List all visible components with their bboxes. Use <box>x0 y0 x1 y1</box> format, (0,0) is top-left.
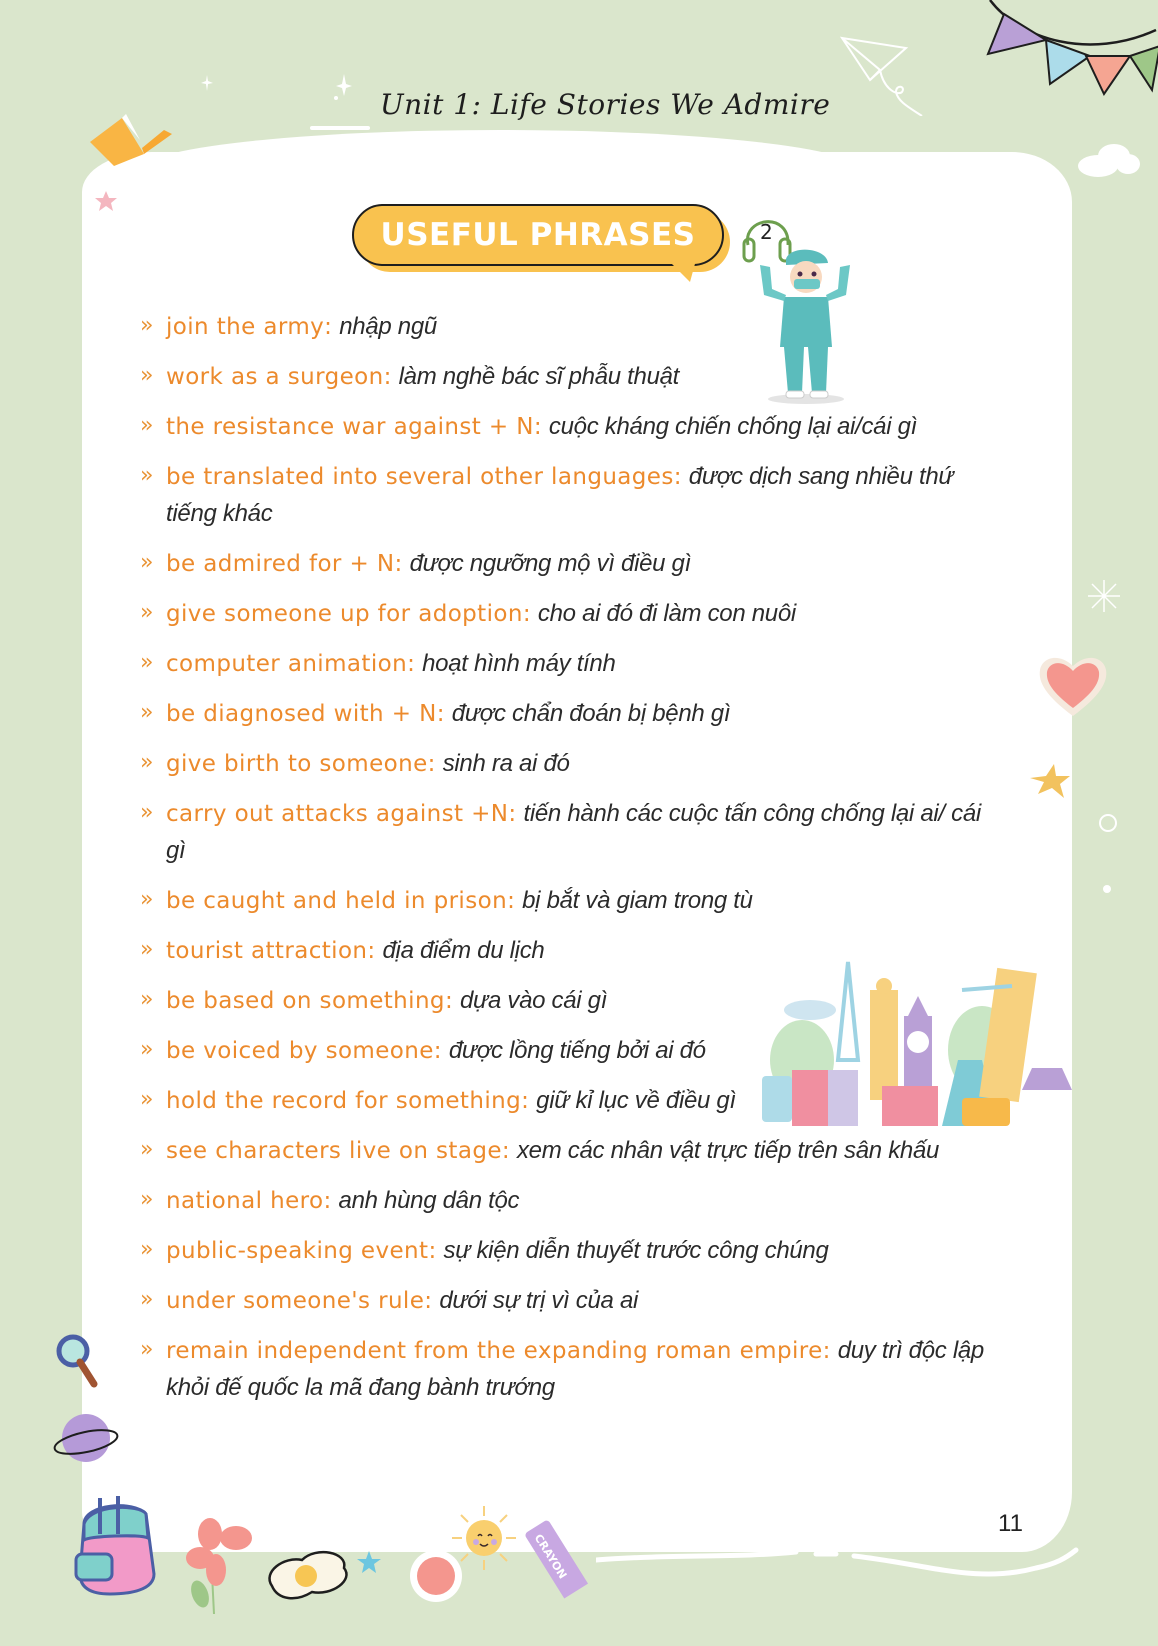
sparkle-icon <box>330 72 354 102</box>
bullet-icon: » <box>140 600 154 625</box>
phrase-term: national hero <box>166 1188 324 1214</box>
travel-landmarks-illustration <box>762 950 1078 1126</box>
phrase-item: » see characters live on stage: xem các nhân vật trực tiếp trên sân khấu <box>140 1132 1020 1182</box>
audio-track-number: 2 <box>760 220 773 244</box>
phrase-term: under someone's rule <box>166 1288 425 1314</box>
phrase-term: work as a surgeon <box>166 364 384 390</box>
phrase-meaning: cho ai đó đi làm con nuôi <box>537 600 796 627</box>
phrase-item: » be voiced by someone: được lồng tiếng bởi ai đó <box>140 1032 1020 1082</box>
unit-title: Unit 1: Life Stories We Admire <box>380 88 831 121</box>
phrase-term: be based on something <box>166 988 445 1014</box>
phrase-term: be caught and held in prison <box>166 888 508 914</box>
page-number: 11 <box>998 1510 1023 1537</box>
phrase-term: hold the record for something <box>166 1088 522 1114</box>
phrase-item: » the resistance war against + N: cuộc kháng chiến chống lại ai/cái gì <box>140 408 1020 458</box>
bullet-icon: » <box>140 413 154 438</box>
phrase-meaning: cuộc kháng chiến chống lại ai/cái gì <box>548 413 918 440</box>
phrase-meaning: được ngưỡng mộ vì điều gì <box>409 550 691 577</box>
phrase-item: » hold the record for something: giữ kỉ lục về điều gì <box>140 1082 1020 1132</box>
bullet-icon: » <box>140 1037 154 1062</box>
book-icon <box>86 112 176 168</box>
paper-plane-icon <box>840 36 950 116</box>
card-top-wave <box>140 130 860 170</box>
phrase-item: » carry out attacks against +N: tiến hành các cuộc tấn công chống lại ai/ cái gì <box>140 795 1000 882</box>
phrase-term: join the army <box>166 314 325 340</box>
bullet-icon: » <box>140 800 154 825</box>
phrase-meaning: anh hùng dân tộc <box>338 1187 520 1214</box>
section-title: USEFUL PHRASES <box>380 217 696 253</box>
phrase-meaning: xem các nhân vật trực tiếp trên sân khấu <box>516 1137 940 1164</box>
star-icon <box>1030 764 1072 798</box>
phrase-item: » be caught and held in prison: bị bắt và giam trong tù <box>140 882 1020 932</box>
bullet-icon: » <box>140 937 154 962</box>
useful-phrases-list <box>140 308 1020 1419</box>
phrase-item: » under someone's rule: dưới sự trị vì của ai <box>140 1282 1020 1332</box>
phrase-item: » be diagnosed with + N: được chẩn đoán bị bệnh gì <box>140 695 1020 745</box>
bullet-icon: » <box>140 987 154 1012</box>
bunting-flags-icon <box>980 0 1158 96</box>
phrase-meaning: hoạt hình máy tính <box>422 650 616 677</box>
circle-icon <box>1097 812 1119 834</box>
phrase-item: » national hero: anh hùng dân tộc <box>140 1182 1020 1232</box>
star-icon <box>94 190 118 212</box>
phrase-term: be voiced by someone <box>166 1038 434 1064</box>
phrase-term: be translated into several other languages <box>166 464 674 490</box>
sparkle-icon <box>1086 578 1122 614</box>
bullet-icon: » <box>140 463 154 488</box>
phrase-meaning: dưới sự trị vì của ai <box>439 1287 639 1314</box>
phrase-meaning: sự kiện diễn thuyết trước công chúng <box>443 1237 829 1264</box>
bullet-icon: » <box>140 1337 154 1362</box>
phrase-meaning: sinh ra ai đó <box>442 750 570 777</box>
bullet-icon: » <box>140 887 154 912</box>
phrase-meaning: làm nghề bác sĩ phẫu thuật <box>398 363 680 390</box>
bullet-icon: » <box>140 700 154 725</box>
phrase-meaning: giữ kỉ lục về điều gì <box>536 1087 736 1114</box>
backpack-icon <box>70 1494 166 1598</box>
phrase-item: » be translated into several other languages: được dịch sang nhiều thứ tiếng khác <box>140 458 980 545</box>
phrase-meaning: được lồng tiếng bởi ai đó <box>448 1037 706 1064</box>
bullet-icon: » <box>140 550 154 575</box>
phrase-term: carry out attacks against +N <box>166 801 509 827</box>
phrase-item: » give birth to someone: sinh ra ai đó <box>140 745 1020 795</box>
bullet-icon: » <box>140 1187 154 1212</box>
phrase-item: » give someone up for adoption: cho ai đó đi làm con nuôi <box>140 595 1020 645</box>
phrase-item: » work as a surgeon: làm nghề bác sĩ phẫu thuật <box>140 358 1020 408</box>
phrase-item: » remain independent from the expanding roman empire: duy trì độc lập khỏi đế quốc la mã đang bành trướng <box>140 1332 1000 1419</box>
phrase-meaning: nhập ngũ <box>339 313 437 340</box>
phrase-term: public-speaking event <box>166 1238 429 1264</box>
flower-icon <box>186 1514 266 1614</box>
bullet-icon: » <box>140 1287 154 1312</box>
bullet-icon: » <box>140 1137 154 1162</box>
phrase-term: be diagnosed with + N <box>166 701 437 727</box>
bullet-icon: » <box>140 363 154 388</box>
useful-phrases-badge <box>352 204 730 272</box>
phrase-term: give someone up for adoption <box>166 601 523 627</box>
bullet-icon: » <box>140 1237 154 1262</box>
heart-icon <box>1036 652 1110 720</box>
phrase-item: » computer animation: hoạt hình máy tính <box>140 645 1020 695</box>
fried-egg-icon <box>262 1546 354 1602</box>
planet-icon <box>52 1406 122 1466</box>
phrase-meaning: dựa vào cái gì <box>460 987 608 1014</box>
phrase-meaning: địa điểm du lịch <box>382 937 545 964</box>
dot-icon <box>1102 884 1112 894</box>
magnifier-icon <box>56 1334 100 1388</box>
title-underline <box>310 126 370 130</box>
bullet-icon: » <box>140 750 154 775</box>
phrase-term: see characters live on stage <box>166 1138 502 1164</box>
sun-icon <box>452 1506 516 1570</box>
phrase-term: computer animation <box>166 651 408 677</box>
phrase-term: the resistance war against + N <box>166 414 534 440</box>
phrase-term: give birth to someone <box>166 751 428 777</box>
phrase-item: » public-speaking event: sự kiện diễn thuyết trước công chúng <box>140 1232 1020 1282</box>
bullet-icon: » <box>140 1087 154 1112</box>
phrase-meaning: duy trì độc lập khỏi đế quốc la mã đang bành trướng <box>166 1337 984 1401</box>
phrase-item: » be based on something: dựa vào cái gì <box>140 982 1020 1032</box>
bottom-wave-lines <box>596 1544 1116 1584</box>
crayon-label: CRAYON <box>531 1531 570 1582</box>
phrase-term: be admired for + N <box>166 551 395 577</box>
phrase-item: » join the army: nhập ngũ <box>140 308 1020 358</box>
phrase-meaning: được chẩn đoán bị bệnh gì <box>451 700 731 727</box>
phrase-term: remain independent from the expanding roman empire <box>166 1338 823 1364</box>
star-icon <box>356 1550 382 1574</box>
phrase-item: » tourist attraction: địa điểm du lịch <box>140 932 1020 982</box>
cloud-icon <box>1076 142 1142 178</box>
sparkle-icon <box>200 74 214 92</box>
phrase-term: tourist attraction <box>166 938 368 964</box>
phrase-item: » be admired for + N: được ngưỡng mộ vì điều gì <box>140 545 1020 595</box>
bullet-icon: » <box>140 650 154 675</box>
phrase-meaning: tiến hành các cuộc tấn công chống lại ai/ cái gì <box>166 800 981 864</box>
phrase-meaning: được dịch sang nhiều thứ tiếng khác <box>166 463 954 527</box>
phrase-meaning: bị bắt và giam trong tù <box>522 887 753 914</box>
bullet-icon: » <box>140 313 154 338</box>
